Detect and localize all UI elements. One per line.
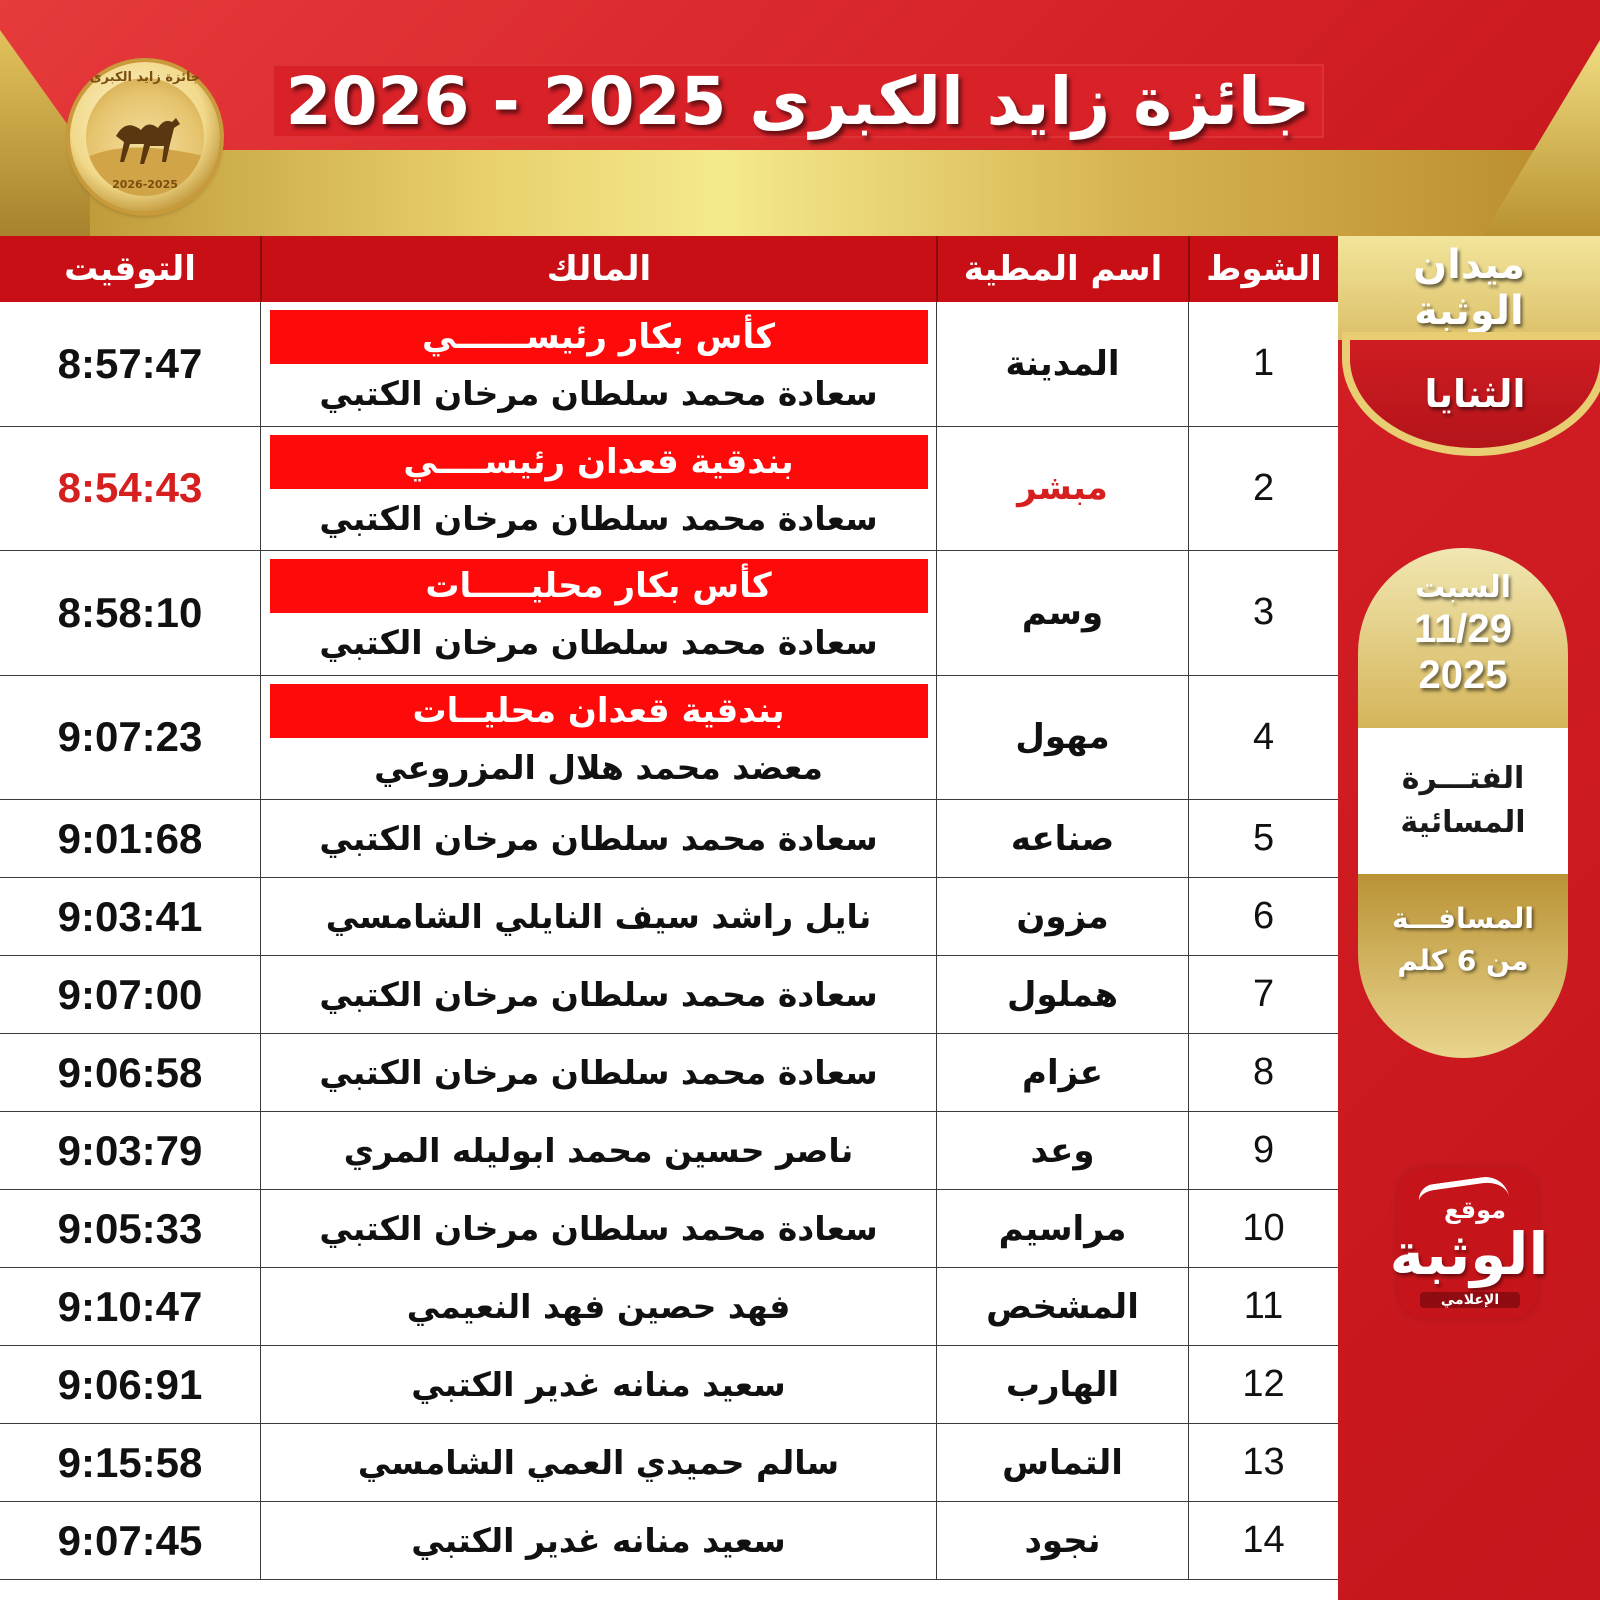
page-title: جائزة زايد الكبرى 2025 - 2026: [285, 62, 1311, 140]
owner-cell: [260, 551, 936, 675]
race-time: 9:07:00: [57, 970, 203, 1018]
camel-name: وسم: [936, 551, 1188, 675]
race-number: 6: [1188, 878, 1338, 955]
table-row: [0, 302, 1338, 427]
prize-banner: كأس بكار رئيســــــي: [270, 310, 928, 364]
owner-name: سعادة محمد سلطان مرخان الكتبي: [319, 623, 878, 662]
owner-name: سعادة محمد سلطان مرخان الكتبي: [319, 374, 878, 413]
period-box: [1358, 728, 1568, 874]
race-number: 8: [1188, 1034, 1338, 1111]
header-num: الشوط: [1188, 236, 1338, 302]
period-line2: المسائية: [1400, 805, 1526, 840]
camel-name: مبشر: [936, 427, 1188, 551]
camel-name: المدينة: [936, 302, 1188, 426]
camel-name: عزام: [936, 1034, 1188, 1111]
distance-line2: من 6 كلم: [1397, 944, 1529, 977]
race-time: 9:07:23: [57, 713, 203, 761]
header-name: اسم المطية: [936, 236, 1188, 302]
owner-name: ناصر حسين محمد ابوليله المري: [260, 1112, 936, 1189]
date-block: [1358, 570, 1568, 698]
race-time: 9:06:58: [57, 1048, 203, 1096]
owner-name: نايل راشد سيف النايلي الشامسي: [260, 878, 936, 955]
table-row: [0, 956, 1338, 1034]
race-time: 9:03:41: [57, 892, 203, 940]
header-owner: المالك: [260, 236, 936, 302]
table-row: [0, 878, 1338, 956]
table-row: [0, 551, 1338, 676]
venue-line1: ميدان: [1412, 242, 1526, 288]
site-logo-sub: الإعلامي: [1420, 1292, 1520, 1308]
owner-name: سعادة محمد سلطان مرخان الكتبي: [260, 1034, 936, 1111]
gold-band: [0, 150, 1600, 240]
race-time: 8:58:10: [57, 588, 203, 636]
race-number: 5: [1188, 800, 1338, 877]
category-badge: [1350, 340, 1600, 448]
race-time: 9:03:79: [57, 1126, 203, 1174]
race-time: 8:54:43: [57, 464, 203, 512]
table-row: [0, 1034, 1338, 1112]
logo-text: جائزة زايد الكبرى: [89, 70, 201, 85]
results-table: [0, 236, 1338, 1600]
camel-name: هملول: [936, 956, 1188, 1033]
owner-name: سعيد منانه غدير الكتبي: [260, 1502, 936, 1579]
period-line1: الفتـــرة: [1401, 761, 1525, 796]
race-number: 7: [1188, 956, 1338, 1033]
race-number: 11: [1188, 1268, 1338, 1345]
owner-name: سعادة محمد سلطان مرخان الكتبي: [319, 498, 878, 538]
race-time: 9:07:45: [57, 1516, 203, 1564]
zayed-prize-logo: [70, 62, 220, 212]
race-number: 13: [1188, 1424, 1338, 1501]
race-time: 9:15:58: [57, 1438, 203, 1486]
owner-name: سعيد منانه غدير الكتبي: [260, 1346, 936, 1423]
header-time: التوقيت: [64, 249, 196, 289]
venue-label: [1338, 236, 1600, 340]
camel-name: مراسيم: [936, 1190, 1188, 1267]
camel-name: التماس: [936, 1424, 1188, 1501]
race-number: 10: [1188, 1190, 1338, 1267]
owner-cell: [260, 302, 936, 426]
owner-name: سالم حميدي العمي الشامسي: [260, 1424, 936, 1501]
site-logo-name: الوثبة: [1389, 1220, 1549, 1288]
owner-name: سعادة محمد سلطان مرخان الكتبي: [260, 956, 936, 1033]
race-number: 1: [1188, 302, 1338, 426]
race-number: 2: [1188, 427, 1338, 551]
date-year: 2025: [1418, 653, 1508, 697]
site-logo: [1389, 1168, 1549, 1318]
date-pill: [1358, 548, 1568, 1058]
camel-name: المشخص: [936, 1268, 1188, 1345]
camel-name: مهول: [936, 676, 1188, 800]
prize-banner: بندقية قعدان رئيســــي: [270, 435, 928, 489]
table-row: [0, 1190, 1338, 1268]
venue-line2: الوثبة: [1414, 288, 1524, 334]
race-time: 9:10:47: [57, 1282, 203, 1330]
owner-name: سعادة محمد سلطان مرخان الكتبي: [260, 1190, 936, 1267]
race-number: 12: [1188, 1346, 1338, 1423]
date-day: السبت: [1414, 570, 1512, 605]
table-row: [0, 1268, 1338, 1346]
race-number: 4: [1188, 676, 1338, 800]
category-label: الثنايا: [1424, 372, 1526, 416]
distance-block: [1358, 898, 1568, 982]
site-logo-small: موقع: [1444, 1196, 1507, 1224]
camel-name: الهارب: [936, 1346, 1188, 1423]
race-number: 14: [1188, 1502, 1338, 1579]
owner-cell: [260, 427, 936, 551]
table-body: [0, 302, 1338, 1580]
camel-name: وعد: [936, 1112, 1188, 1189]
camel-name: صناعه: [936, 800, 1188, 877]
race-time: 9:01:68: [57, 814, 203, 862]
camel-name: مزون: [936, 878, 1188, 955]
race-time: 8:57:47: [57, 339, 203, 387]
table-header: [0, 236, 1338, 302]
table-row: [0, 1424, 1338, 1502]
owner-cell: [260, 676, 936, 800]
date-value: 11/29: [1414, 607, 1512, 651]
logo-year: 2026-2025: [112, 178, 178, 191]
table-row: [0, 1346, 1338, 1424]
table-row: [0, 676, 1338, 801]
race-number: 9: [1188, 1112, 1338, 1189]
distance-line1: المسافـــة: [1392, 902, 1534, 935]
table-row: [0, 1112, 1338, 1190]
owner-name: فهد حصين فهد النعيمي: [260, 1268, 936, 1345]
prize-banner: كأس بكار محليـــــات: [270, 559, 928, 613]
owner-name: معضد محمد هلال المزروعي: [374, 747, 823, 787]
race-time: 9:06:91: [57, 1360, 203, 1408]
camel-name: نجود: [936, 1502, 1188, 1579]
table-row: [0, 427, 1338, 552]
owner-name: سعادة محمد سلطان مرخان الكتبي: [260, 800, 936, 877]
table-row: [0, 800, 1338, 878]
race-time: 9:05:33: [57, 1204, 203, 1252]
race-number: 3: [1188, 551, 1338, 675]
prize-banner: بندقية قعدان محليــات: [270, 684, 928, 738]
table-row: [0, 1502, 1338, 1580]
